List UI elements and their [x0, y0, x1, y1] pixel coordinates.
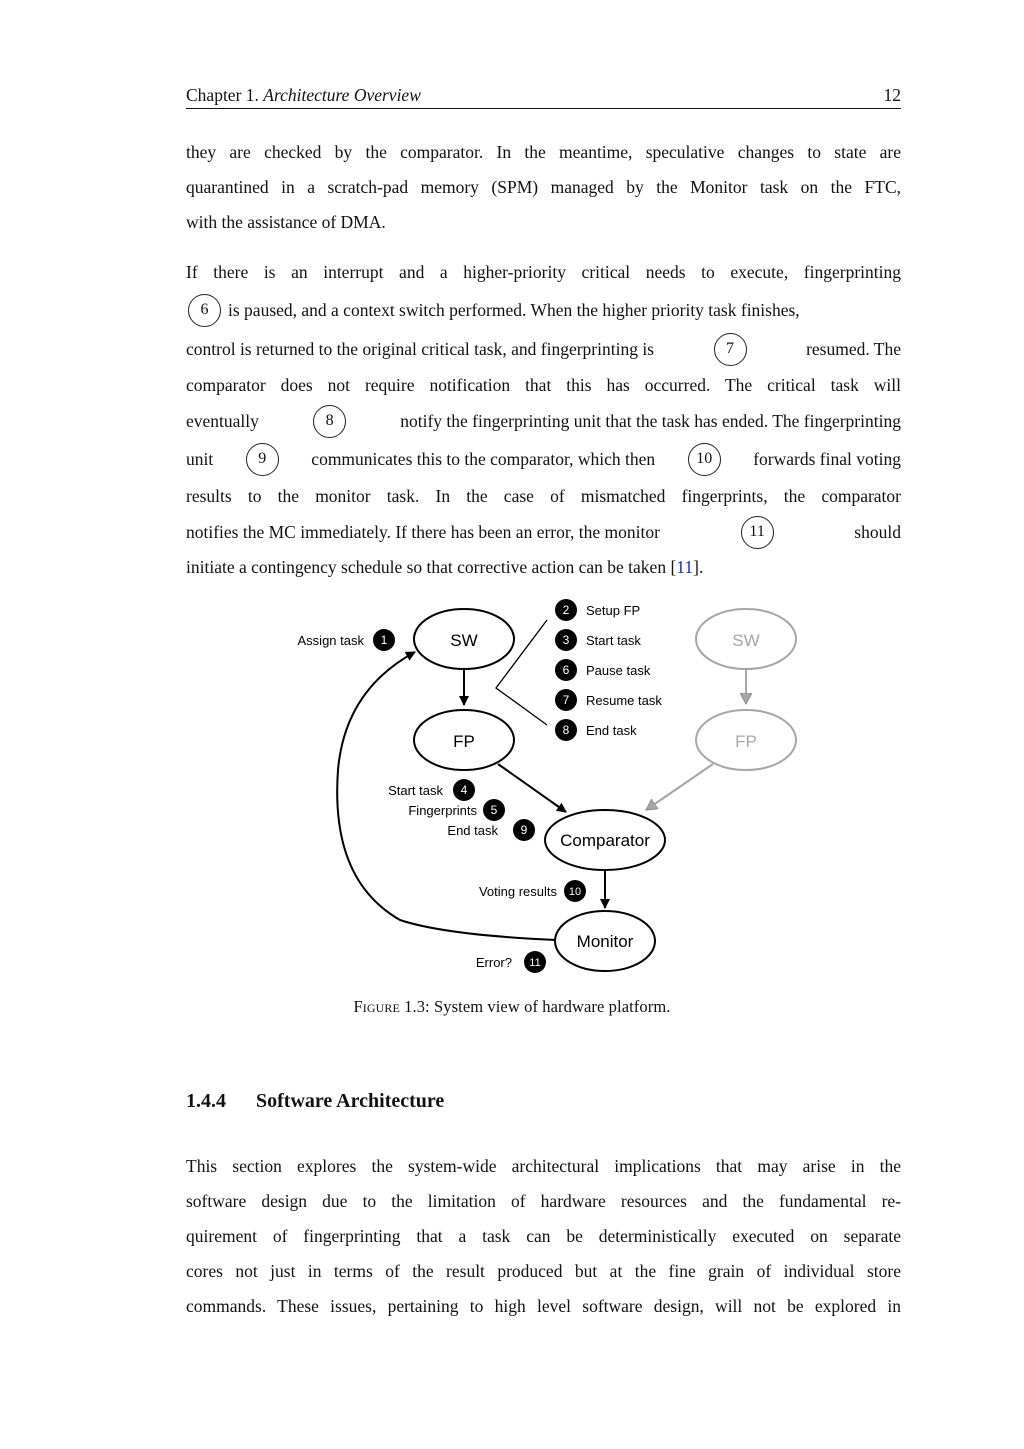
svg-text:5: 5 — [490, 803, 498, 817]
label-start-task-left: Start task — [388, 783, 443, 798]
text-line: comparator does not require notification that this has occurred. The critical task will — [186, 375, 901, 395]
section-number: 1.4.4 — [186, 1090, 226, 1112]
svg-text:7: 7 — [562, 693, 570, 707]
text-line: If there is an interrupt and a higher-priority critical needs to execute, fingerprinting — [186, 262, 901, 282]
text-line: with the assistance of DMA. — [186, 212, 386, 232]
badge-9 — [513, 819, 535, 841]
badge-8 — [555, 719, 577, 741]
label-setup-fp: Setup FP — [586, 603, 641, 618]
svg-text:6: 6 — [562, 663, 570, 677]
paragraph-3 — [186, 1149, 901, 1324]
badge-6 — [555, 659, 577, 681]
section-title: Software Architecture — [256, 1090, 445, 1112]
figure-caption — [0, 997, 1024, 1017]
step-marker: 10 — [688, 443, 721, 476]
badge-1 — [373, 629, 395, 651]
running-header — [186, 84, 901, 109]
step-marker: 7 — [714, 333, 747, 366]
label-end-task-left: End task — [447, 823, 498, 838]
badge-2 — [555, 599, 577, 621]
text-line: commands. These issues, pertaining to high level software design, will not be explored in — [186, 1296, 901, 1316]
svg-text:2: 2 — [562, 603, 570, 617]
text-line: eventually 8 notify the fingerprinting unit that the task has ended. The fingerprinting — [186, 403, 901, 439]
text-line: unit 9 communicates this to the comparator, which then 10 forwards final voting — [186, 439, 901, 479]
arrow-fp2-comparator — [646, 764, 713, 810]
text-line: notifies the MC immediately. If there has been an error, the monitor 11 should — [186, 514, 901, 550]
node-fp-label: FP — [453, 732, 475, 751]
node-fp-secondary-label: FP — [735, 732, 757, 751]
node-monitor-label: Monitor — [576, 932, 634, 951]
text-line: results to the monitor task. In the case of mismatched fingerprints, the comparator — [186, 486, 901, 506]
svg-text:11: 11 — [529, 957, 541, 969]
text-line: initiate a contingency schedule so that corrective action can be taken [11]. — [186, 557, 704, 577]
figure-system-view — [0, 590, 1024, 980]
node-comparator-label: Comparator — [560, 831, 650, 850]
label-resume-task: Resume task — [586, 693, 662, 708]
badge-3 — [555, 629, 577, 651]
badge-5 — [483, 799, 505, 821]
node-sw-label: SW — [450, 631, 478, 650]
label-assign-task: Assign task — [297, 633, 364, 648]
label-voting-results: Voting results — [478, 884, 557, 899]
chapter-heading: Chapter 1. Architecture Overview — [186, 85, 421, 105]
svg-text:3: 3 — [562, 633, 570, 647]
badge-11 — [524, 951, 546, 973]
step-marker: 8 — [313, 405, 346, 438]
svg-text:4: 4 — [460, 783, 468, 797]
text-line: cores not just in terms of the result produced but at the fine grain of individual store — [186, 1261, 901, 1281]
badge-7 — [555, 689, 577, 711]
label-error: Error? — [475, 955, 512, 970]
svg-text:8: 8 — [562, 723, 570, 737]
page-number: 12 — [883, 85, 901, 105]
text-line: quarantined in a scratch-pad memory (SPM) managed by the Monitor task on the FTC, — [186, 177, 901, 197]
chapter-title: Architecture Overview — [263, 85, 421, 105]
text-line: control is returned to the original critical task, and fingerprinting is 7 resumed. The — [186, 330, 901, 368]
text-line: quirement of fingerprinting that a task can be deterministically executed on separate — [186, 1226, 901, 1246]
node-sw-secondary-label: SW — [732, 631, 760, 650]
step-marker: 11 — [741, 516, 774, 549]
caption-text: System view of hardware platform. — [433, 997, 671, 1016]
step-marker: 9 — [246, 443, 279, 476]
caption-label: Figure 1.3: — [353, 997, 430, 1016]
label-end-task: End task — [586, 723, 637, 738]
text-line: This section explores the system-wide architectural implications that may arise in the — [186, 1156, 901, 1176]
section-heading — [186, 1090, 444, 1113]
text-line: 6 is paused, and a context switch performed. When the higher priority task finishes, — [186, 290, 901, 330]
text-line: software design due to the limitation of hardware resources and the fundamental re- — [186, 1191, 901, 1211]
badge-10 — [564, 880, 586, 902]
svg-text:10: 10 — [568, 886, 582, 898]
citation-link[interactable]: 11 — [676, 557, 694, 577]
label-pause-task: Pause task — [586, 663, 651, 678]
system-diagram — [0, 590, 1024, 980]
svg-text:9: 9 — [520, 823, 528, 837]
paragraph-1 — [186, 135, 901, 240]
arrow-fp-comparator — [498, 764, 566, 812]
text-line: they are checked by the comparator. In the meantime, speculative changes to state are — [186, 142, 901, 162]
label-start-task: Start task — [586, 633, 641, 648]
paragraph-2 — [186, 255, 901, 585]
step-marker: 6 — [188, 294, 221, 327]
label-fingerprints: Fingerprints — [408, 803, 477, 818]
svg-text:1: 1 — [380, 633, 388, 647]
badge-4 — [453, 779, 475, 801]
